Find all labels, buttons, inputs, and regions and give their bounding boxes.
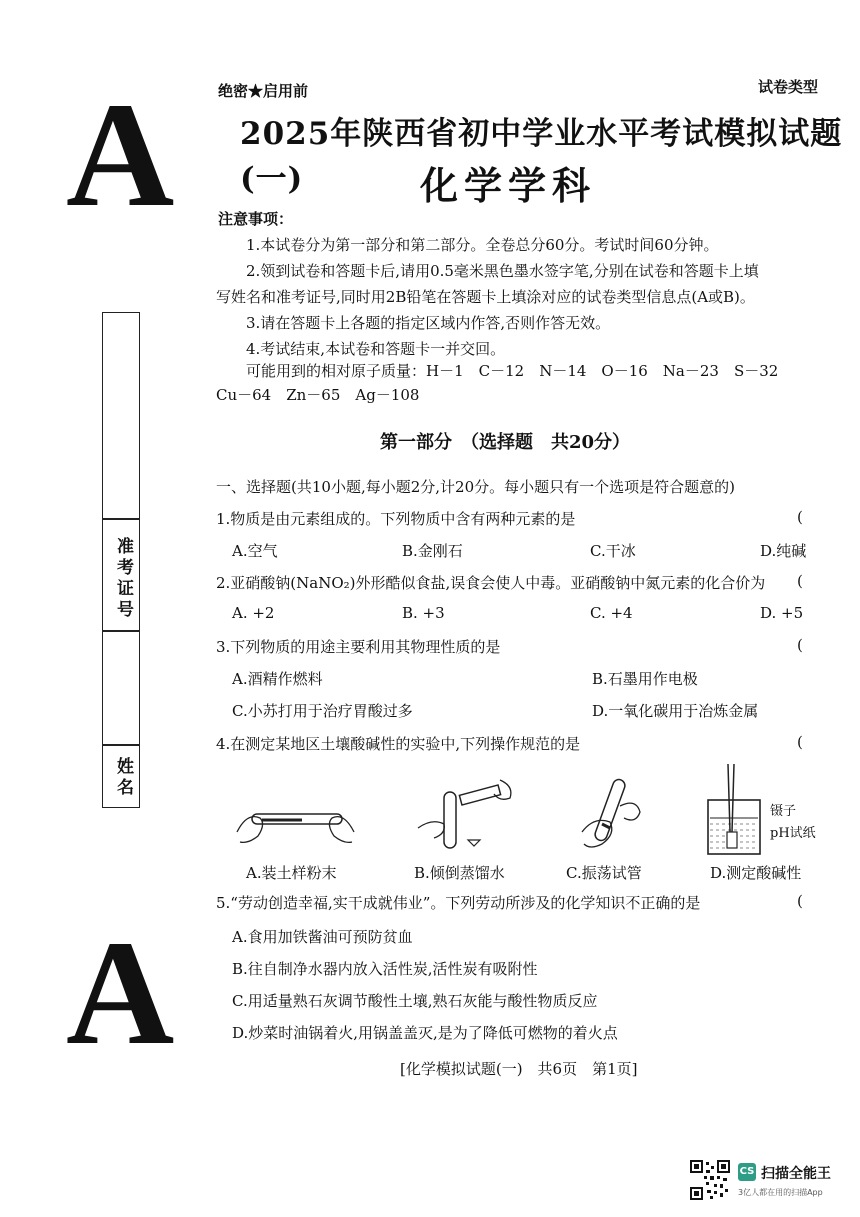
answer-bracket: ( <box>797 733 803 751</box>
scanner-app-name: 扫描全能王 <box>761 1166 831 1182</box>
question-stem: 5.“劳动创造幸福,实干成就伟业”。下列劳动所涉及的化学知识不正确的是 <box>216 894 701 912</box>
note-item: 3.请在答题卡上各题的指定区域内作答,否则作答无效。 <box>246 314 611 332</box>
question-stem: 1.物质是由元素组成的。下列物质中含有两种元素的是 <box>216 510 576 528</box>
question-stem: 3.下列物质的用途主要利用其物理性质的是 <box>216 638 501 656</box>
option: B.石墨用作电极 <box>592 670 698 688</box>
option: C.小苏打用于治疗胃酸过多 <box>232 702 413 720</box>
question-stem: 2.亚硝酸钠(NaNO₂)外形酷似食盐,误食会使人中毒。亚硝酸钠中氮元素的化合价为 <box>216 574 766 592</box>
qr-code-icon <box>690 1160 730 1200</box>
section-intro: 一、选择题(共10小题,每小题2分,计20分。每小题只有一个选项是符合题意的) <box>216 478 735 496</box>
option: A.装土样粉末 <box>246 864 337 882</box>
part1-heading: 第一部分 （选择题 共20分） <box>380 432 631 453</box>
exam-title: 2025年陕西省初中学业水平考试模拟试题(一) <box>240 116 843 197</box>
camscanner-logo-icon: CS <box>738 1163 756 1181</box>
exam-number-label: 准考证号 <box>113 537 133 621</box>
answer-bracket: ( <box>797 892 803 910</box>
note-item: 1.本试卷分为第一部分和第二部分。全卷总分60分。考试时间60分钟。 <box>246 236 719 254</box>
note-item: 4.考试结束,本试卷和答题卡一并交回。 <box>246 340 506 358</box>
figure-label-tweezers: 镊子 <box>770 804 797 819</box>
paper-type-label: 试卷类型 <box>758 78 819 96</box>
name-box <box>102 744 140 808</box>
option: D.测定酸碱性 <box>710 864 802 882</box>
scanner-tagline: 3亿人都在用的扫描App <box>738 1188 823 1197</box>
option: B.倾倒蒸馏水 <box>414 864 505 882</box>
option: D. +5 <box>760 604 804 622</box>
option: A.酒精作燃料 <box>232 670 323 688</box>
sidebar-box-top <box>102 312 140 520</box>
sidebar-box-middle <box>102 630 140 746</box>
option: C.用适量熟石灰调节酸性土壤,熟石灰能与酸性物质反应 <box>232 992 598 1010</box>
answer-bracket: ( <box>797 636 803 654</box>
paper-letter-top: A <box>66 72 175 238</box>
note-item: 写姓名和准考证号,同时用2B铅笔在答题卡上填涂对应的试卷类型信息点(A或B)。 <box>216 288 755 306</box>
secret-label: 绝密★启用前 <box>218 82 309 100</box>
notes-heading: 注意事项： <box>218 210 294 228</box>
figure-label-ph-paper: pH试纸 <box>770 826 816 841</box>
option: D.一氧化碳用于冶炼金属 <box>592 702 759 720</box>
question-stem: 4.在测定某地区土壤酸碱性的实验中,下列操作规范的是 <box>216 735 581 753</box>
note-item: 2.领到试卷和答题卡后,请用0.5毫米黑色墨水签字笔,分别在试卷和答题卡上填 <box>246 262 759 280</box>
option: C.干冰 <box>590 542 636 560</box>
option: B.往自制净水器内放入活性炭,活性炭有吸附性 <box>232 960 538 978</box>
figure-pour-water <box>414 772 524 856</box>
option: D.炒菜时油锅着火,用锅盖盖灭,是为了降低可燃物的着火点 <box>232 1024 618 1042</box>
option: A. +2 <box>232 604 275 622</box>
answer-bracket: ( <box>797 572 803 590</box>
figure-measure-ph <box>704 760 764 858</box>
option: A.空气 <box>232 542 278 560</box>
option: B.金刚石 <box>402 542 463 560</box>
atomic-mass-line: 可能用到的相对原子质量：H－1 C－12 N－14 O－16 Na－23 S－32 <box>246 362 779 380</box>
option: C.振荡试管 <box>566 864 642 882</box>
subject-title: 化学学科 <box>420 163 597 208</box>
option: B. +3 <box>402 604 445 622</box>
option: C. +4 <box>590 604 633 622</box>
answer-bracket: ( <box>797 508 803 526</box>
paper-letter-bottom: A <box>66 910 175 1076</box>
page-footer: [化学模拟试题(一) 共6页 第1页] <box>400 1060 638 1078</box>
option: D.纯碱 <box>760 542 807 560</box>
atomic-mass-line: Cu－64 Zn－65 Ag－108 <box>216 386 420 404</box>
name-label: 姓名 <box>113 757 133 799</box>
option: A.食用加铁酱油可预防贫血 <box>232 928 413 946</box>
exam-number-box <box>102 518 140 632</box>
figure-shake-tube <box>580 772 660 856</box>
figure-soil-powder <box>232 792 362 852</box>
